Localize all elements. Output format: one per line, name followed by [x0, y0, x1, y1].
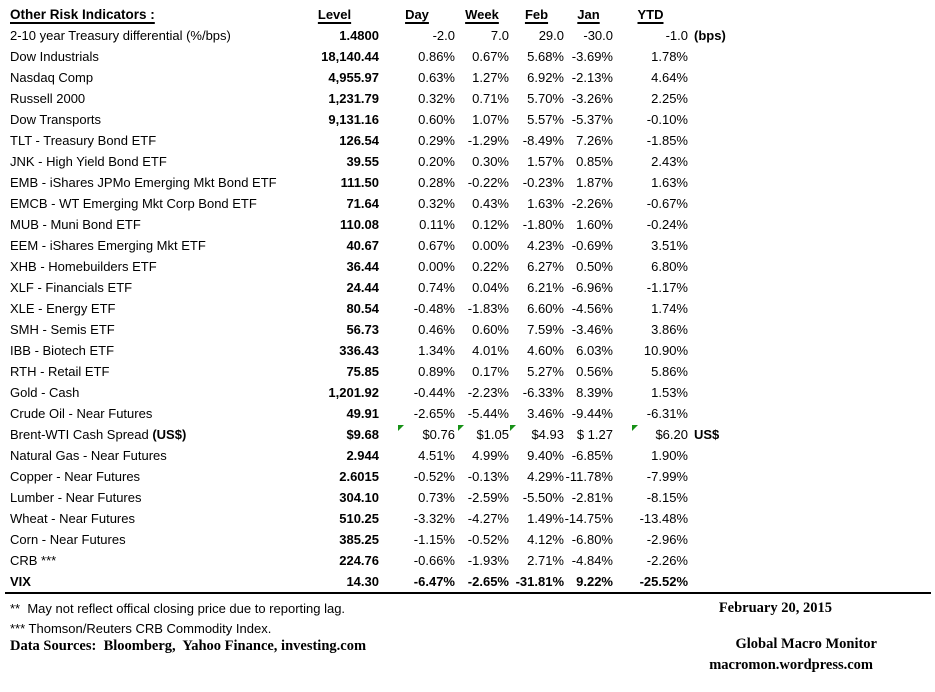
cell-unit [688, 382, 740, 403]
cell-week: 0.04% [472, 280, 509, 295]
row-label: IBB - Biotech ETF [10, 343, 115, 358]
cell-level: $9.68 [346, 427, 379, 442]
cell-flag-icon [510, 425, 516, 431]
cell-level: 49.91 [346, 406, 379, 421]
cell-unit [688, 109, 740, 130]
cell-ytd: 1.90% [651, 448, 688, 463]
cell-unit: (bps) [694, 28, 726, 43]
table-row [10, 298, 740, 319]
cell-ytd: 6.80% [651, 259, 688, 274]
cell-day: $0.76 [379, 424, 455, 445]
table-title: Other Risk Indicators : [10, 7, 155, 22]
cell-feb: 4.29% [527, 469, 564, 484]
cell-jan: 8.39% [576, 385, 613, 400]
cell-jan: -5.37% [571, 112, 613, 127]
cell-unit [688, 256, 740, 277]
cell-day: 0.32% [418, 91, 455, 106]
cell-level: 24.44 [346, 280, 379, 295]
cell-unit [688, 571, 740, 592]
cell-ytd: $6.20 [613, 424, 688, 445]
cell-ytd: 1.74% [651, 301, 688, 316]
cell-jan: 0.56% [576, 364, 613, 379]
column-header-day: Day [405, 7, 429, 22]
cell-level: 9,131.16 [328, 112, 379, 127]
row-label: Dow Industrials [10, 49, 99, 64]
cell-ytd: -1.85% [646, 133, 688, 148]
row-label: EMCB - WT Emerging Mkt Corp Bond ETF [10, 196, 257, 211]
cell-week: -5.44% [467, 406, 509, 421]
brand-name: Global Macro Monitor [735, 636, 877, 652]
cell-jan: -6.85% [571, 448, 613, 463]
cell-feb: 6.27% [527, 259, 564, 274]
footnote-crb-index: *** Thomson/Reuters CRB Commodity Index. [10, 621, 272, 636]
cell-week: -0.52% [467, 532, 509, 547]
cell-feb: 1.63% [527, 196, 564, 211]
cell-week: -2.59% [467, 490, 509, 505]
table-row [10, 403, 740, 424]
cell-level: 336.43 [339, 343, 379, 358]
cell-level: 18,140.44 [321, 49, 379, 64]
cell-jan: 0.50% [576, 259, 613, 274]
cell-week: -4.27% [467, 511, 509, 526]
cell-week: -0.22% [467, 175, 509, 190]
row-label: Gold - Cash [10, 385, 80, 400]
row-label: MUB - Muni Bond ETF [10, 217, 141, 232]
table-row [10, 151, 740, 172]
cell-day: 0.86% [418, 49, 455, 64]
cell-jan: 6.03% [576, 343, 613, 358]
cell-week: 0.60% [472, 322, 509, 337]
cell-ytd: -6.31% [646, 406, 688, 421]
cell-jan: -30.0 [583, 28, 613, 43]
cell-level: 1.4800 [339, 28, 379, 43]
cell-unit [688, 466, 740, 487]
column-header-ytd: YTD [637, 7, 664, 22]
cell-ytd: 10.90% [643, 343, 688, 358]
column-header-jan: Jan [577, 7, 600, 22]
cell-feb: 2.71% [527, 553, 564, 568]
cell-level: 510.25 [339, 511, 379, 526]
table-row [10, 277, 740, 298]
cell-feb: 5.57% [527, 112, 564, 127]
cell-ytd: 1.63% [651, 175, 688, 190]
cell-jan: -3.46% [571, 322, 613, 337]
cell-day: 0.63% [418, 70, 455, 85]
table-row [10, 88, 740, 109]
cell-level: 2.944 [346, 448, 379, 463]
cell-feb: 9.40% [527, 448, 564, 463]
divider-line [5, 592, 931, 594]
cell-unit [688, 172, 740, 193]
row-label: XHB - Homebuilders ETF [10, 259, 157, 274]
table-row [10, 172, 740, 193]
cell-level: 14.30 [346, 574, 379, 589]
row-label: CRB *** [10, 553, 57, 568]
cell-week: 0.71% [472, 91, 509, 106]
cell-ytd: 5.86% [651, 364, 688, 379]
table-row [10, 25, 740, 46]
cell-jan: -11.78% [565, 469, 613, 484]
cell-ytd: 4.64% [651, 70, 688, 85]
cell-unit [688, 487, 740, 508]
cell-jan: 1.60% [576, 217, 613, 232]
cell-jan: -4.84% [571, 553, 613, 568]
cell-unit [688, 340, 740, 361]
cell-feb: 3.46% [527, 406, 564, 421]
cell-week: 0.17% [472, 364, 509, 379]
cell-feb: 1.49% [527, 511, 564, 526]
cell-unit [688, 403, 740, 424]
cell-feb: 7.59% [527, 322, 564, 337]
brand-website: macromon.wordpress.com [709, 657, 873, 673]
row-label: Russell 2000 [10, 91, 86, 106]
cell-feb: -1.80% [522, 217, 564, 232]
cell-ytd: -2.26% [646, 553, 688, 568]
row-label: 2-10 year Treasury differential (%/bps) [10, 28, 231, 43]
cell-feb: -8.49% [522, 133, 564, 148]
cell-week: 0.00% [472, 238, 509, 253]
table-row [10, 67, 740, 88]
table-row [10, 214, 740, 235]
row-label: Lumber - Near Futures [10, 490, 142, 505]
cell-flag-icon [632, 425, 638, 431]
cell-jan: -9.44% [571, 406, 613, 421]
cell-day: 0.46% [418, 322, 455, 337]
cell-level: 4,955.97 [328, 70, 379, 85]
cell-jan: -3.69% [571, 49, 613, 64]
cell-day: 0.28% [418, 175, 455, 190]
cell-feb: 5.70% [527, 91, 564, 106]
cell-feb: 5.27% [527, 364, 564, 379]
cell-jan: 7.26% [576, 133, 613, 148]
table-row [10, 487, 740, 508]
cell-unit [688, 361, 740, 382]
cell-day: -0.48% [413, 301, 455, 316]
cell-ytd: 3.86% [651, 322, 688, 337]
cell-week: 1.27% [472, 70, 509, 85]
cell-day: 0.00% [418, 259, 455, 274]
cell-feb: -6.33% [522, 385, 564, 400]
cell-jan: -2.26% [571, 196, 613, 211]
cell-feb: 4.23% [527, 238, 564, 253]
cell-unit [688, 214, 740, 235]
cell-jan: 0.85% [576, 154, 613, 169]
cell-week: 1.07% [472, 112, 509, 127]
cell-ytd: 2.43% [651, 154, 688, 169]
cell-jan: -2.13% [571, 70, 613, 85]
cell-ytd: -1.0 [665, 28, 688, 43]
cell-day: 0.32% [418, 196, 455, 211]
cell-unit [688, 277, 740, 298]
cell-day: -1.15% [413, 532, 455, 547]
cell-week: -0.13% [467, 469, 509, 484]
cell-feb: -5.50% [522, 490, 564, 505]
cell-level: 385.25 [339, 532, 379, 547]
cell-ytd: 3.51% [651, 238, 688, 253]
cell-week: 0.12% [472, 217, 509, 232]
cell-feb: -31.81% [515, 574, 564, 589]
cell-day: 0.11% [419, 217, 455, 232]
table-row [10, 382, 740, 403]
cell-level: 36.44 [346, 259, 379, 274]
cell-unit [688, 193, 740, 214]
cell-ytd: 1.53% [651, 385, 688, 400]
cell-unit [688, 298, 740, 319]
row-label-bold-part: (US$) [152, 427, 187, 442]
row-label: SMH - Semis ETF [10, 322, 115, 337]
column-header-unit [688, 4, 740, 25]
cell-ytd: 2.25% [651, 91, 688, 106]
data-sources-note: Data Sources: Bloomberg, Yahoo Finance, investing.com [10, 638, 367, 654]
cell-ytd: -7.99% [646, 469, 688, 484]
cell-day: 1.34% [418, 343, 455, 358]
cell-ytd: -0.24% [646, 217, 688, 232]
row-label: JNK - High Yield Bond ETF [10, 154, 167, 169]
risk-table-body [10, 25, 740, 592]
cell-day: 0.29% [418, 133, 455, 148]
cell-level: 40.67 [346, 238, 379, 253]
cell-level: 75.85 [346, 364, 379, 379]
cell-level: 39.55 [346, 154, 379, 169]
row-label: XLF - Financials ETF [10, 280, 133, 295]
cell-level: 110.08 [339, 217, 379, 232]
cell-feb: 4.60% [527, 343, 564, 358]
cell-day: -0.66% [413, 553, 455, 568]
cell-unit [688, 550, 740, 571]
cell-week: -2.65% [467, 574, 509, 589]
cell-feb: 29.0 [538, 28, 564, 43]
row-label: Nasdaq Comp [10, 70, 94, 85]
cell-week: 0.30% [472, 154, 509, 169]
report-date: February 20, 2015 [718, 600, 832, 616]
row-label: RTH - Retail ETF [10, 364, 110, 379]
row-label: Natural Gas - Near Futures [10, 448, 167, 463]
table-row [10, 361, 740, 382]
footnote-reporting-lag: ** May not reflect offical closing price due to reporting lag. [10, 601, 346, 616]
table-row [10, 340, 740, 361]
cell-level: 1,231.79 [328, 91, 379, 106]
cell-unit [688, 445, 740, 466]
cell-day: -6.47% [413, 574, 455, 589]
cell-level: 111.50 [340, 175, 379, 190]
cell-week: 4.01% [472, 343, 509, 358]
cell-jan: -2.81% [571, 490, 613, 505]
cell-jan: -4.56% [571, 301, 613, 316]
cell-flag-icon [458, 425, 464, 431]
cell-feb: 5.68% [527, 49, 564, 64]
table-row [10, 466, 740, 487]
cell-level: 126.54 [339, 133, 379, 148]
table-row [10, 550, 740, 571]
row-label: EMB - iShares JPMo Emerging Mkt Bond ETF [10, 175, 277, 190]
cell-day: -2.0 [432, 28, 455, 43]
cell-week: $1.05 [455, 424, 509, 445]
row-label: Corn - Near Futures [10, 532, 126, 547]
cell-unit [688, 508, 740, 529]
row-label: VIX [10, 574, 31, 589]
cell-day: 4.51% [418, 448, 455, 463]
cell-level: 1,201.92 [328, 385, 379, 400]
cell-week: -1.29% [467, 133, 509, 148]
risk-indicators-table [10, 4, 740, 592]
cell-week: 0.43% [472, 196, 509, 211]
cell-jan: $ 1.27 [576, 427, 613, 442]
cell-unit: US$ [694, 427, 720, 442]
cell-ytd: -2.96% [646, 532, 688, 547]
cell-ytd: -0.10% [646, 112, 688, 127]
cell-feb: $4.93 [509, 424, 564, 445]
row-label: Copper - Near Futures [10, 469, 141, 484]
cell-level: 224.76 [339, 553, 379, 568]
cell-ytd: -0.67% [646, 196, 688, 211]
cell-ytd: -8.15% [646, 490, 688, 505]
row-label: TLT - Treasury Bond ETF [10, 133, 157, 148]
column-header-feb: Feb [524, 7, 549, 22]
cell-feb: 6.92% [527, 70, 564, 85]
row-label: Crude Oil - Near Futures [10, 406, 153, 421]
row-label: XLE - Energy ETF [10, 301, 116, 316]
cell-day: -3.32% [413, 511, 455, 526]
cell-unit [688, 151, 740, 172]
cell-feb: 6.60% [527, 301, 564, 316]
cell-jan: 1.87% [576, 175, 613, 190]
cell-week: -1.83% [467, 301, 509, 316]
cell-week: -1.93% [467, 553, 509, 568]
column-header-level: Level [317, 7, 352, 22]
cell-unit [688, 130, 740, 151]
cell-level: 56.73 [346, 322, 379, 337]
cell-level: 80.54 [346, 301, 379, 316]
cell-unit [688, 235, 740, 256]
cell-unit [688, 67, 740, 88]
cell-unit [688, 46, 740, 67]
cell-jan: -14.75% [564, 511, 613, 526]
cell-day: 0.60% [418, 112, 455, 127]
cell-jan: -6.80% [571, 532, 613, 547]
cell-day: 0.89% [418, 364, 455, 379]
table-row [10, 193, 740, 214]
table-row [10, 256, 740, 277]
cell-feb: 1.57% [527, 154, 564, 169]
cell-level: 304.10 [339, 490, 379, 505]
row-label: Dow Transports [10, 112, 102, 127]
table-row [10, 445, 740, 466]
table-row [10, 319, 740, 340]
cell-week: 4.99% [472, 448, 509, 463]
cell-day: 0.67% [418, 238, 455, 253]
cell-unit [688, 319, 740, 340]
row-label: Wheat - Near Futures [10, 511, 135, 526]
header-row [10, 4, 740, 25]
cell-week: 0.22% [472, 259, 509, 274]
cell-feb: 4.12% [527, 532, 564, 547]
cell-level: 2.6015 [339, 469, 379, 484]
table-row [10, 235, 740, 256]
cell-week: 7.0 [490, 28, 509, 43]
cell-ytd: -13.48% [639, 511, 688, 526]
cell-day: 0.20% [418, 154, 455, 169]
cell-ytd: -1.17% [646, 280, 688, 295]
cell-feb: -0.23% [522, 175, 564, 190]
cell-day: 0.73% [418, 490, 455, 505]
cell-jan: -6.96% [571, 280, 613, 295]
column-header-week: Week [465, 7, 499, 22]
cell-day: -0.52% [413, 469, 455, 484]
cell-ytd: 1.78% [651, 49, 688, 64]
cell-level: 71.64 [346, 196, 379, 211]
cell-day: -2.65% [413, 406, 455, 421]
row-label: Brent-WTI Cash Spread (US$) [10, 427, 187, 442]
row-label: EEM - iShares Emerging Mkt ETF [10, 238, 206, 253]
cell-week: 0.67% [472, 49, 509, 64]
cell-day: 0.74% [418, 280, 455, 295]
table-row [10, 571, 740, 592]
table-row [10, 529, 740, 550]
table-row [10, 46, 740, 67]
table-row [10, 109, 740, 130]
cell-jan: -0.69% [571, 238, 613, 253]
cell-unit [688, 529, 740, 550]
cell-ytd: -25.52% [639, 574, 688, 589]
cell-jan: 9.22% [576, 574, 613, 589]
cell-feb: 6.21% [527, 280, 564, 295]
table-row [10, 424, 740, 445]
table-row [10, 508, 740, 529]
table-row [10, 130, 740, 151]
cell-unit [688, 88, 740, 109]
cell-week: -2.23% [467, 385, 509, 400]
cell-day: -0.44% [413, 385, 455, 400]
cell-jan: -3.26% [571, 91, 613, 106]
cell-flag-icon [398, 425, 404, 431]
